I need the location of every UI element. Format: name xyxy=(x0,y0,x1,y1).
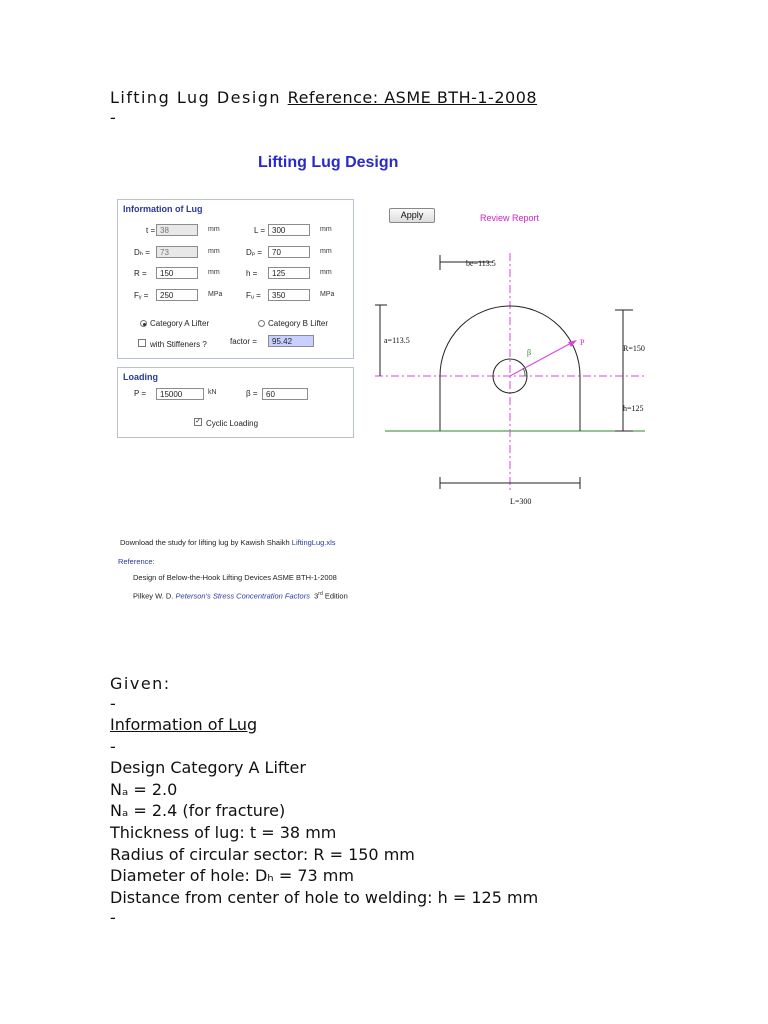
t-unit: mm xyxy=(208,226,220,233)
reference-title: Reference: xyxy=(118,557,155,566)
load-arrowhead xyxy=(568,340,577,347)
fu-input[interactable]: 350 xyxy=(268,289,310,301)
l-dimension-label: L=300 xyxy=(510,497,532,506)
document-heading: Lifting Lug Design Reference: ASME BTH-1-2008 xyxy=(110,88,538,107)
fy-unit: MPa xyxy=(208,291,223,298)
body-line: Nₐ = 2.4 (for fracture) xyxy=(110,801,286,820)
r-dimension-label: R=150 xyxy=(623,344,645,353)
reference-1: Design of Below-the-Hook Lifting Devices ASME BTH-1-2008 xyxy=(133,573,337,582)
section-title: Information of Lug xyxy=(110,715,258,734)
body-line: Distance from center of hole to welding: h = 125 mm xyxy=(110,888,539,907)
category-a-radio[interactable] xyxy=(140,320,147,327)
be-dimension-label: be=113.5 xyxy=(466,259,496,268)
info-of-lug-panel xyxy=(117,199,354,359)
cyclic-loading-label: Cyclic Loading xyxy=(206,419,259,428)
fy-input[interactable]: 250 xyxy=(156,289,198,301)
dash-separator: - xyxy=(110,694,116,713)
dash-separator: - xyxy=(110,737,116,756)
body-line: Thickness of lug: t = 38 mm xyxy=(110,823,337,842)
figure-title: Lifting Lug Design xyxy=(258,154,399,171)
body-line: Diameter of hole: Dₕ = 73 mm xyxy=(110,866,354,885)
load-arrow xyxy=(510,342,573,376)
category-b-label: Category B Lifter xyxy=(268,319,329,328)
h-dimension-label: h=125 xyxy=(623,404,644,413)
dh-label: Dₕ = xyxy=(134,248,150,257)
r-label: R = xyxy=(134,269,147,278)
dash-separator: - xyxy=(110,108,116,127)
t-input[interactable]: 38 xyxy=(156,224,198,236)
load-p-label: P xyxy=(580,338,585,347)
category-b-radio[interactable] xyxy=(258,320,265,327)
t-label: t = xyxy=(146,226,156,235)
download-link[interactable]: LiftingLug.xls xyxy=(291,538,336,547)
l-unit: mm xyxy=(320,226,332,233)
reference-link[interactable]: Reference: ASME BTH-1-2008 xyxy=(287,88,538,107)
factor-input[interactable]: 95.42 xyxy=(268,335,314,347)
dh-unit: mm xyxy=(208,248,220,255)
stiffeners-label: with Stiffeners ? xyxy=(150,340,207,349)
fu-label: Fᵤ = xyxy=(246,291,261,300)
l-input[interactable]: 300 xyxy=(268,224,310,236)
factor-label: factor = xyxy=(230,337,257,346)
dp-input[interactable]: 70 xyxy=(268,246,310,258)
beta-label: β = xyxy=(246,389,258,398)
p-label: P = xyxy=(134,389,147,398)
body-line: Nₐ = 2.0 xyxy=(110,780,178,799)
fu-unit: MPa xyxy=(320,291,335,298)
fy-label: Fᵧ = xyxy=(134,291,149,300)
review-report-link[interactable]: Review Report xyxy=(480,213,540,223)
h-unit: mm xyxy=(320,269,332,276)
dp-unit: mm xyxy=(320,248,332,255)
stiffeners-checkbox[interactable] xyxy=(138,339,146,347)
r-unit: mm xyxy=(208,269,220,276)
reference-2: Pilkey W. D. Peterson's Stress Concentration Factors 3rd Edition xyxy=(133,591,348,601)
beta-angle-label: β xyxy=(527,348,532,357)
dash-separator: - xyxy=(110,908,116,927)
download-text: Download the study for lifting lug by Kawish Shaikh LiftingLug.xls xyxy=(120,538,336,547)
body-line: Radius of circular sector: R = 150 mm xyxy=(110,845,415,864)
given-heading: Given: xyxy=(110,674,171,693)
dp-label: Dₚ = xyxy=(246,248,263,257)
p-unit: kN xyxy=(208,389,217,396)
loading-panel xyxy=(117,367,354,438)
h-input[interactable]: 125 xyxy=(268,267,310,279)
loading-panel-title: Loading xyxy=(123,372,158,382)
beta-input[interactable]: 60 xyxy=(262,388,308,400)
cyclic-loading-checkbox[interactable]: ✓ xyxy=(195,418,201,425)
a-dimension-label: a=113.5 xyxy=(384,336,410,345)
p-input[interactable]: 15000 xyxy=(156,388,204,400)
dh-input[interactable]: 73 xyxy=(156,246,198,258)
body-line: Design Category A Lifter xyxy=(110,758,306,777)
h-label: h = xyxy=(246,269,258,278)
category-a-label: Category A Lifter xyxy=(150,319,210,328)
info-panel-title: Information of Lug xyxy=(123,204,203,214)
apply-button[interactable]: Apply xyxy=(389,208,435,223)
beta-arc xyxy=(523,368,525,376)
l-label: L = xyxy=(254,226,266,235)
r-input[interactable]: 150 xyxy=(156,267,198,279)
lug-drawing xyxy=(375,245,650,510)
